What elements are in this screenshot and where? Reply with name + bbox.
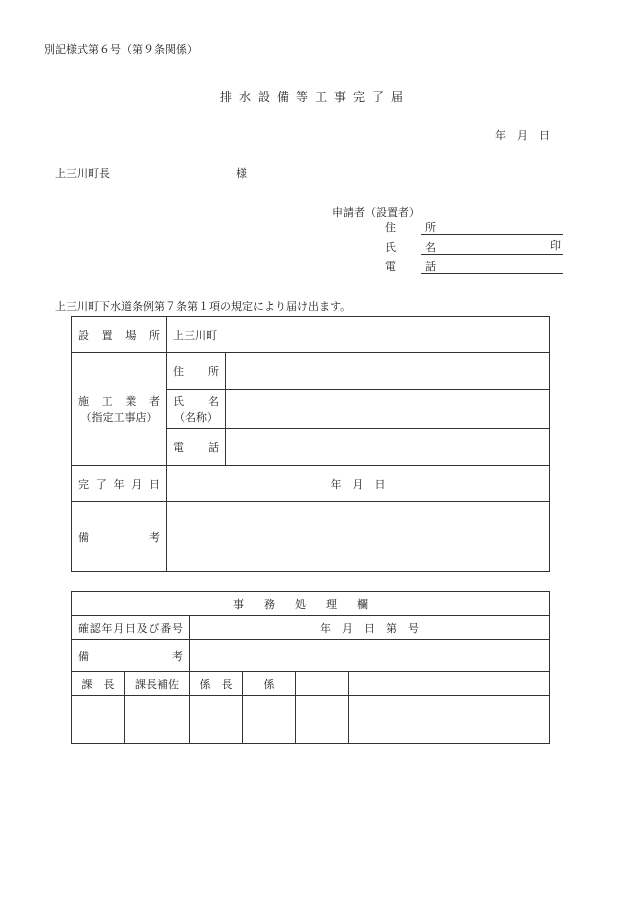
stamp-subsection-chief[interactable]	[190, 696, 243, 744]
applicant-address-label: 住 所	[385, 221, 445, 234]
honorific: 様	[236, 167, 247, 180]
office-remarks-label: 備考	[72, 640, 190, 672]
applicant-phone-field[interactable]	[421, 259, 563, 274]
applicant-name-field[interactable]	[421, 240, 563, 255]
statement-text: 上三川町下水道条例第７条第１項の規定により届け出ます。	[55, 300, 352, 313]
confirm-label: 確認年月日及び番号	[72, 616, 190, 640]
confirm-value[interactable]: 年 月 日 第 号	[190, 616, 550, 640]
applicant-address-field[interactable]	[421, 220, 563, 235]
remarks-label: 備考	[72, 502, 167, 572]
location-value[interactable]: 上三川町	[167, 317, 550, 353]
role-assistant-chief: 課長補佐	[125, 672, 190, 696]
applicant-address-row	[385, 219, 563, 235]
role-subsection-chief: 係 長	[190, 672, 243, 696]
applicant-label: 申請者（設置者）	[332, 206, 420, 219]
main-table	[71, 316, 550, 572]
seal-mark: 印	[550, 239, 561, 252]
contractor-address-label: 住 所	[167, 353, 226, 390]
role-section-chief: 課 長	[72, 672, 125, 696]
applicant-phone-label: 電 話	[385, 260, 445, 273]
contractor-name-label: 氏 名	[173, 395, 219, 408]
contractor-sublabel: （指定工事店）	[80, 411, 158, 424]
stamp-section-chief[interactable]	[72, 696, 125, 744]
contractor-name-label-cell	[167, 390, 226, 429]
applicant-phone-row	[385, 258, 563, 274]
contractor-label-cell	[72, 353, 167, 466]
contractor-phone-label: 電 話	[167, 429, 226, 466]
office-use-table	[71, 591, 550, 744]
remarks-value[interactable]	[167, 502, 550, 572]
role-staff: 係	[243, 672, 296, 696]
contractor-label: 施工業者	[78, 395, 160, 408]
completion-date-label: 完了年月日	[72, 466, 167, 502]
contractor-address-value[interactable]	[226, 353, 550, 390]
form-number: 別記様式第６号（第９条関係）	[44, 43, 198, 56]
stamp-assistant-chief[interactable]	[125, 696, 190, 744]
page-title: 排水設備等工事完了届	[219, 90, 410, 104]
stamp-blank-2[interactable]	[349, 696, 550, 744]
office-heading: 事務処理欄	[72, 592, 550, 616]
role-blank-1	[296, 672, 349, 696]
contractor-phone-value[interactable]	[226, 429, 550, 466]
contractor-name-sublabel: （名称）	[174, 411, 218, 424]
submission-date: 年 月 日	[495, 129, 550, 142]
contractor-name-value[interactable]	[226, 390, 550, 429]
stamp-staff[interactable]	[243, 696, 296, 744]
applicant-name-row	[385, 239, 563, 255]
location-label: 設置場所	[72, 317, 167, 353]
addressee: 上三川町長	[55, 167, 110, 180]
stamp-blank-1[interactable]	[296, 696, 349, 744]
applicant-name-label: 氏 名	[385, 241, 445, 254]
office-remarks-value[interactable]	[190, 640, 550, 672]
role-blank-2	[349, 672, 550, 696]
completion-date-value[interactable]: 年 月 日	[167, 466, 550, 502]
